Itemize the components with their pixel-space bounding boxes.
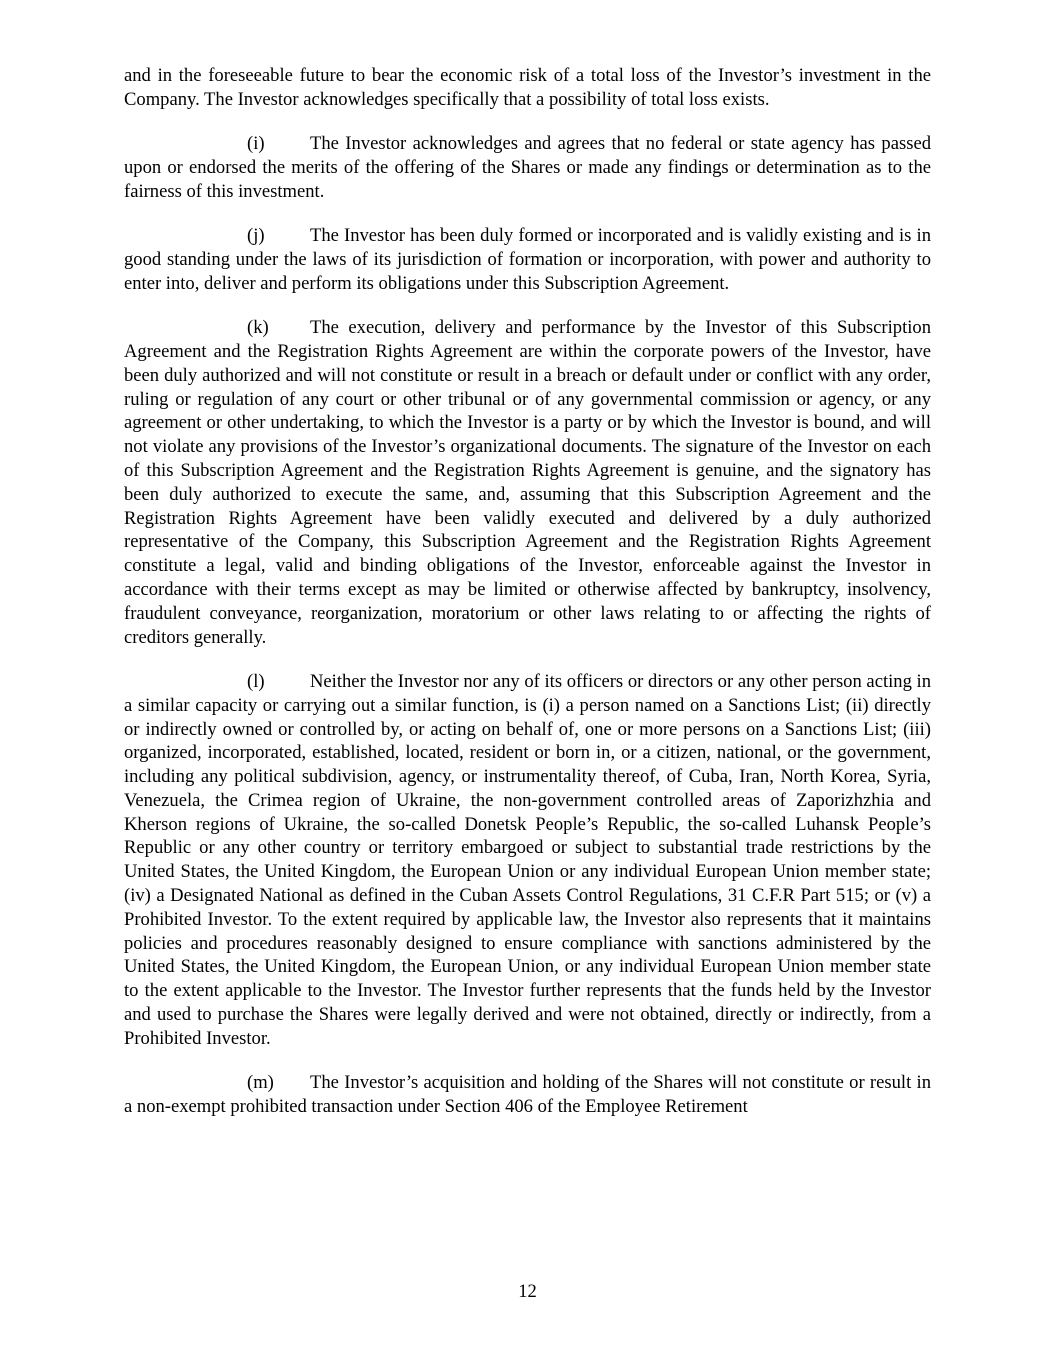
paragraph-m <box>124 1071 931 1119</box>
document-page-body <box>124 64 931 1139</box>
paragraph-text: The execution, delivery and performance by the Investor of this Subscription Agreement and the Registration Rights Agreement are within the corporate powers of the Investor, have been duly authorized and will not constitute or result in a breach or default under or conflict with any order, ruling or regulation of any court or other tribunal or of any governmental commission or agency, or any agreement or other undertaking, to which the Investor is a party or by which the Investor is bound, and will not violate any provisions of the Investor’s organizational documents. The signature of the Investor on each of this Subscription Agreement and the Registration Rights Agreement is genuine, and the signatory has been duly authorized to execute the same, and, assuming that this Subscription Agreement and the Registration Rights Agreement have been validly executed and delivered by a duly authorized representative of the Company, this Subscription Agreement and the Registration Rights Agreement constitute a legal, valid and binding obligations of the Investor, enforceable against the Investor in accordance with their terms except as may be limited or otherwise affected by bankruptcy, insolvency, fraudulent conveyance, reorganization, moratorium or other laws relating to or affecting the rights of creditors generally. <box>124 317 931 648</box>
paragraph-k <box>124 316 931 649</box>
paragraph-i <box>124 132 931 203</box>
paragraph-text: The Investor’s acquisition and holding of the Shares will not constitute or result in a non-exempt prohibited transaction under Section 406 of the Employee Retirement <box>124 1072 931 1118</box>
page-number: 12 <box>518 1281 537 1302</box>
paragraph-label: (k) <box>247 317 269 339</box>
paragraph-label: (j) <box>247 225 265 247</box>
opening-paragraph: and in the foreseeable future to bear the economic risk of a total loss of the Investor’s investment in the Company. The Investor acknowledges specifically that a possibility of total loss exists. <box>124 65 931 110</box>
paragraph-j <box>124 224 931 295</box>
paragraph-text: Neither the Investor nor any of its officers or directors or any other person acting in a similar capacity or carrying out a similar function, is (i) a person named on a Sanctions List; (ii) directly or indirectly owned or controlled by, or acting on behalf of, one or more persons on a Sanctions List; (iii) organized, incorporated, established, located, resident or born in, or a citizen, national, or the government, including any political subdivision, agency, or instrumentality thereof, of Cuba, Iran, North Korea, Syria, Venezuela, the Crimea region of Ukraine, the non-government controlled areas of Zaporizhzhia and Kherson regions of Ukraine, the so-called Donetsk People’s Republic, the so-called Luhansk People’s Republic or any other country or territory embargoed or subject to substantial trade restrictions by the United States, the United Kingdom, the European Union or any individual European Union member state; (iv) a Designated National as defined in the Cuban Assets Control Regulations, 31 C.F.R Part 515; or (v) a Prohibited Investor. To the extent required by applicable law, the Investor also represents that it maintains policies and procedures reasonably designed to ensure compliance with sanctions administered by the United States, the United Kingdom, the European Union, or any individual European Union member state to the extent applicable to the Investor. The Investor further represents that the funds held by the Investor and used to purchase the Shares were legally derived and were not obtained, directly or indirectly, from a Prohibited Investor. <box>124 670 931 1049</box>
paragraph-label: (m) <box>247 1072 274 1094</box>
paragraph-l <box>124 670 931 1051</box>
paragraph-label: (l) <box>247 670 265 692</box>
paragraph-text: The Investor has been duly formed or incorporated and is validly existing and is in good standing under the laws of its jurisdiction of formation or incorporation, with power and authority to enter into, deliver and perform its obligations under this Subscription Agreement. <box>124 225 931 294</box>
paragraph-label: (i) <box>247 133 265 155</box>
paragraph-text: The Investor acknowledges and agrees that no federal or state agency has passed upon or endorsed the merits of the offering of the Shares or made any findings or determination as to the fairness of this investment. <box>124 133 931 202</box>
